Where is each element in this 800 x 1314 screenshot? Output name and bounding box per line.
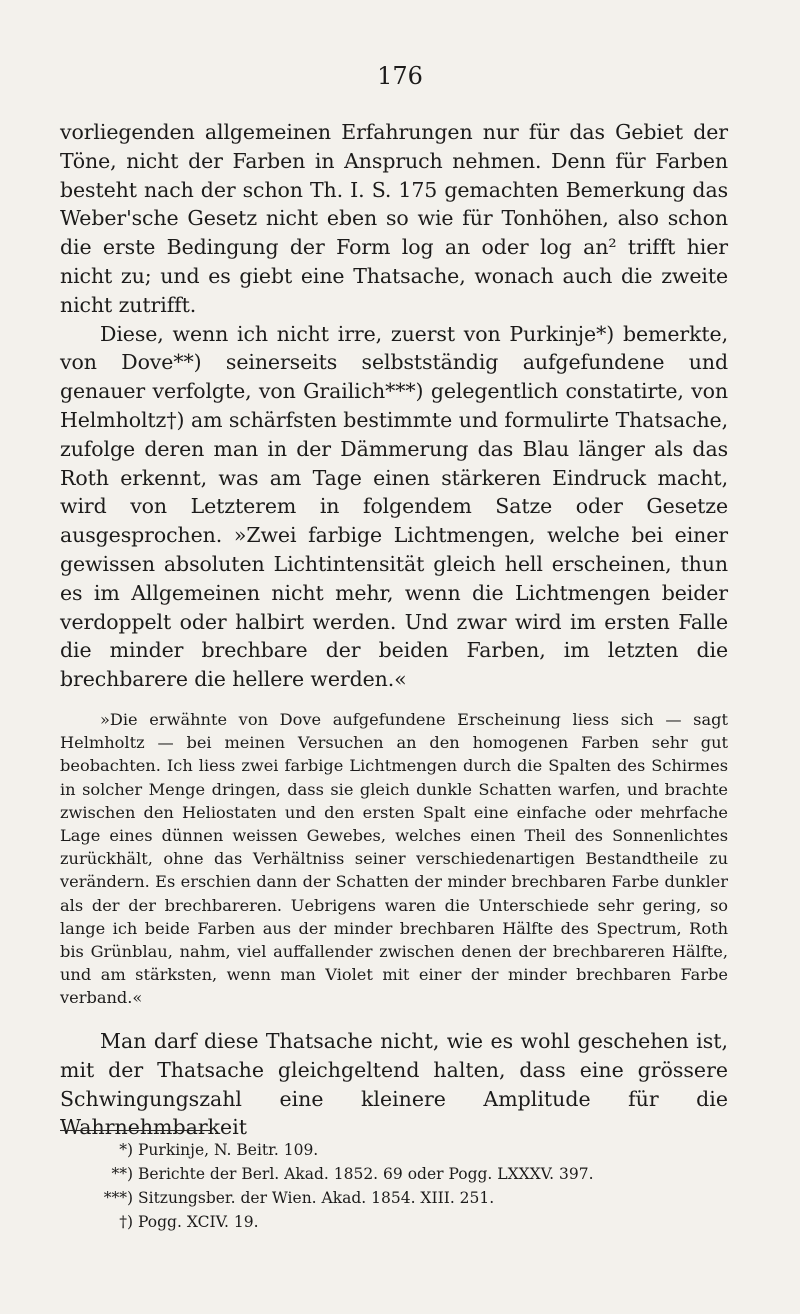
footnote-3 [60, 1186, 728, 1210]
page-number: 176 [377, 62, 423, 90]
footnote-text: Sitzungsber. der Wien. Akad. 1854. XIII. 251. [138, 1189, 495, 1207]
footnote-divider [60, 1130, 210, 1131]
footnote-2 [60, 1162, 728, 1186]
footnote-mark: **) [111, 1165, 133, 1183]
footnote-mark: ***) [103, 1189, 133, 1207]
paragraph-1: vorliegenden allgemeinen Erfahrungen nur für das Gebiet der Töne, nicht der Farben in Anspruch nehmen. Denn für Farben besteht nach der schon Th. I. S. 175 gemachten Bemerkung das Weber'sche Gesetz nicht eben so wie für Tonhöhen, also schon die erste Bedingung der Form log an oder log an² trifft hier nicht zu; und es giebt eine Thatsache, wonach auch die zweite nicht zutrifft. [60, 120, 728, 317]
paragraph-3: Man darf diese Thatsache nicht, wie es wohl geschehen ist, mit der Thatsache gleichgeltend halten, dass eine grössere Schwingungszahl eine kleinere Amplitude für die Wahrnehmbarkeit [60, 1029, 728, 1140]
footnote-mark: *) [119, 1141, 133, 1159]
footnote-text: Berichte der Berl. Akad. 1852. 69 oder Pogg. LXXXV. 397. [138, 1165, 594, 1183]
footnote-text: Purkinje, N. Beitr. 109. [138, 1141, 319, 1159]
main-text [60, 118, 728, 694]
block-quote: »Die erwähnte von Dove aufgefundene Erscheinung liess sich — sagt Helmholtz — bei meinen Versuchen an den homogenen Farben sehr gut beobachten. Ich liess zwei farbige Lichtmengen durch die Spalten des Schirmes in solcher Menge dringen, dass sie gleich dunkle Schatten warfen, und brachte zwischen den Heliostaten und den ersten Spalt eine einfache oder mehrfache Lage eines dünnen weissen Gewebes, welches einen Theil des Sonnenlichtes zurückhält, ohne das Verhältniss seiner verschiedenartigen Bestandtheile zu verändern. Es erschien dann der Schatten der minder brechbaren Farbe dunkler als der der brechbareren. Uebrigens waren die Unterschiede sehr gering, so lange ich beide Farben aus der minder brechbaren Hälfte des Spectrum, Roth bis Grünblau, nahm, viel auffallender zwischen denen der brechbareren Hälfte, und am stärksten, wenn man Violet mit einer der minder brechbaren Farbe verband.« [60, 710, 728, 1008]
footnote-mark: †) [119, 1213, 133, 1231]
paragraph-2: Diese, wenn ich nicht irre, zuerst von Purkinje*) bemerkte, von Dove**) seinerseits selbstständig aufgefundene und genauer verfolgte, von Grailich***) gelegentlich constatirte, von Helmholtz†) am schärfsten bestimmte und formulirte Thatsache, zufolge deren man in der Dämmerung das Blau länger als das Roth erkennt, was am Tage einen stärkeren Eindruck macht, wird von Letzterem in folgendem Satze oder Gesetze ausgesprochen. »Zwei farbige Lichtmengen, welche bei einer gewissen absoluten Lichtintensität gleich hell erscheinen, thun es im Allgemeinen nicht mehr, wenn die Lichtmengen beider verdoppelt oder halbirt werden. Und zwar wird im ersten Falle die minder brechbare der beiden Farben, im letzten die brechbarere die hellere werden.« [60, 321, 728, 692]
footnotes [60, 1138, 728, 1234]
footnote-text: Pogg. XCIV. 19. [138, 1213, 259, 1231]
footnote-4 [60, 1210, 728, 1234]
footnote-1 [60, 1138, 728, 1162]
